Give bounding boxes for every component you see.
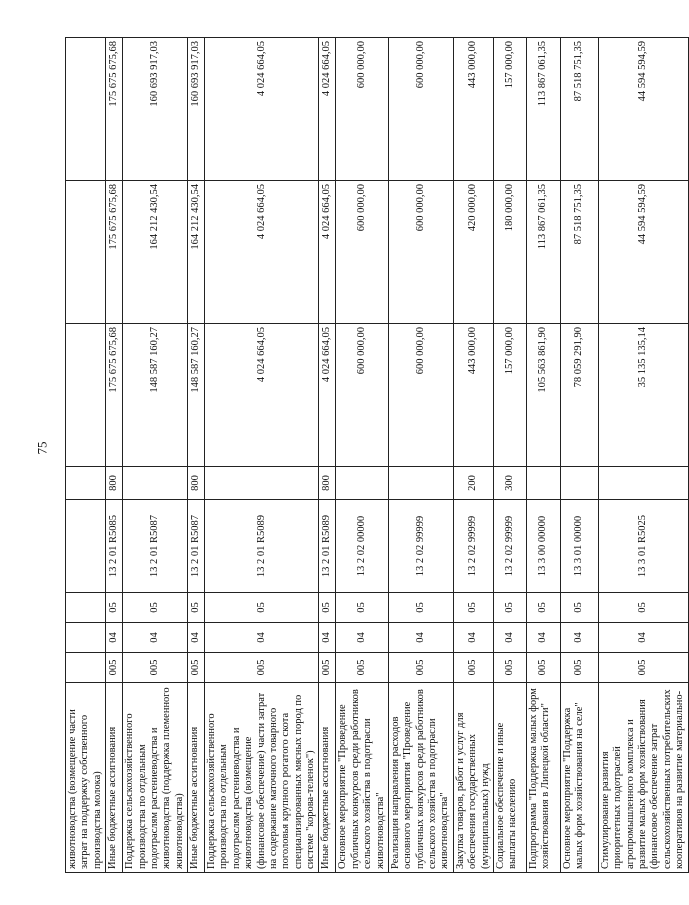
cell-rz: 04 (453, 623, 493, 653)
cell-v1: 175 675 675,68 (106, 324, 123, 467)
cell-rz: 04 (388, 623, 453, 653)
cell-v3 (66, 38, 106, 181)
cell-v2: 600 000,00 (336, 181, 389, 324)
table-row (106, 38, 123, 873)
cell-v1: 78 059 291,90 (560, 324, 598, 467)
table-row (493, 38, 526, 873)
cell-v3: 443 000,00 (453, 38, 493, 181)
cell-v2: 180 000,00 (493, 181, 526, 324)
budget-table-container (65, 38, 686, 873)
cell-name: Поддержка сельскохозяйственного производства по отдельным подотраслям растениеводства и животноводства (возмещение (финансовое обеспечение) части затрат на содержание маточного товарного поголовья крупного рогатого скота специализированных мясных пород по системе "корова-теленок") (205, 683, 319, 873)
cell-rz: 04 (526, 623, 560, 653)
cell-name: Основное мероприятие "Поддержка малых форм хозяйствования на селе" (560, 683, 598, 873)
cell-v2: 164 212 430,54 (123, 181, 188, 324)
table-row (66, 38, 106, 873)
cell-vr (205, 467, 319, 500)
cell-v1 (66, 324, 106, 467)
cell-rz: 04 (106, 623, 123, 653)
cell-pr: 05 (598, 593, 688, 623)
cell-v3: 600 000,00 (336, 38, 389, 181)
cell-csr: 13 2 02 00000 (336, 500, 389, 593)
cell-adm: 005 (560, 653, 598, 683)
cell-v2: 4 024 664,05 (205, 181, 319, 324)
cell-name: животноводства (возмещение части затрат на поддержку собственного производства молока) (66, 683, 106, 873)
cell-csr: 13 3 01 00000 (560, 500, 598, 593)
cell-v3: 113 867 061,35 (526, 38, 560, 181)
budget-table (65, 37, 689, 873)
cell-vr (388, 467, 453, 500)
cell-rz: 04 (319, 623, 336, 653)
cell-v1: 443 000,00 (453, 324, 493, 467)
cell-name: Иные бюджетные ассигнования (188, 683, 205, 873)
cell-v3: 175 675 675,68 (106, 38, 123, 181)
cell-adm: 005 (205, 653, 319, 683)
cell-vr (66, 467, 106, 500)
cell-pr: 05 (560, 593, 598, 623)
cell-pr: 05 (319, 593, 336, 623)
cell-adm: 005 (453, 653, 493, 683)
cell-v1: 148 587 160,27 (123, 324, 188, 467)
cell-v2: 44 594 594,59 (598, 181, 688, 324)
cell-csr: 13 2 02 99999 (493, 500, 526, 593)
cell-name: Иные бюджетные ассигнования (106, 683, 123, 873)
cell-v2: 175 675 675,68 (106, 181, 123, 324)
cell-vr: 300 (493, 467, 526, 500)
table-row (205, 38, 319, 873)
cell-vr: 800 (188, 467, 205, 500)
cell-csr: 13 2 01 R5087 (123, 500, 188, 593)
cell-pr (66, 593, 106, 623)
cell-v1: 4 024 664,05 (319, 324, 336, 467)
cell-adm: 005 (336, 653, 389, 683)
cell-v3: 160 693 917,03 (123, 38, 188, 181)
cell-pr: 05 (453, 593, 493, 623)
cell-csr (66, 500, 106, 593)
cell-v3: 157 000,00 (493, 38, 526, 181)
cell-v1: 4 024 664,05 (205, 324, 319, 467)
cell-v3: 600 000,00 (388, 38, 453, 181)
cell-adm: 005 (319, 653, 336, 683)
cell-vr (123, 467, 188, 500)
cell-rz: 04 (205, 623, 319, 653)
table-row (526, 38, 560, 873)
cell-name: Основное мероприятие "Проведение публичных конкурсов среди работников сельского хозяйства в подотрасли животноводства" (336, 683, 389, 873)
table-row (319, 38, 336, 873)
cell-rz: 04 (188, 623, 205, 653)
cell-csr: 13 2 02 99999 (453, 500, 493, 593)
cell-v3: 4 024 664,05 (205, 38, 319, 181)
cell-v2: 87 518 751,35 (560, 181, 598, 324)
cell-name: Социальное обеспечение и иные выплаты населению (493, 683, 526, 873)
cell-vr (336, 467, 389, 500)
cell-pr: 05 (336, 593, 389, 623)
cell-v1: 157 000,00 (493, 324, 526, 467)
cell-v3: 4 024 664,05 (319, 38, 336, 181)
cell-pr: 05 (493, 593, 526, 623)
cell-rz: 04 (560, 623, 598, 653)
cell-v1: 35 135 135,14 (598, 324, 688, 467)
cell-rz: 04 (336, 623, 389, 653)
cell-adm: 005 (598, 653, 688, 683)
cell-adm: 005 (106, 653, 123, 683)
cell-csr: 13 2 01 R5089 (319, 500, 336, 593)
cell-csr: 13 2 01 R5087 (188, 500, 205, 593)
cell-pr: 05 (123, 593, 188, 623)
cell-adm: 005 (526, 653, 560, 683)
table-row (388, 38, 453, 873)
cell-v2: 420 000,00 (453, 181, 493, 324)
cell-name: Закупка товаров, работ и услуг для обеспечения государственных (муниципальных) нужд (453, 683, 493, 873)
cell-v2: 600 000,00 (388, 181, 453, 324)
cell-rz: 04 (493, 623, 526, 653)
page-number: 75 (34, 441, 50, 455)
cell-name: Стимулирование развития приоритетных подотраслей агропромышленного комплекса и развитие малых форм хозяйствования (финансовое обеспечение затрат сельскохозяйственных потребительских кооперативов на развитие материально- (598, 683, 688, 873)
table-row (336, 38, 389, 873)
cell-adm: 005 (188, 653, 205, 683)
cell-csr: 13 2 01 R5085 (106, 500, 123, 593)
cell-vr (560, 467, 598, 500)
cell-rz: 04 (123, 623, 188, 653)
cell-csr: 13 2 01 R5089 (205, 500, 319, 593)
cell-pr: 05 (188, 593, 205, 623)
table-row (123, 38, 188, 873)
cell-pr: 05 (526, 593, 560, 623)
cell-vr: 800 (319, 467, 336, 500)
cell-vr: 800 (106, 467, 123, 500)
cell-v2: 164 212 430,54 (188, 181, 205, 324)
cell-pr: 05 (106, 593, 123, 623)
cell-name: Реализация направления расходов основного мероприятия "Проведение публичных конкурсов среди работников сельского хозяйства в подотрасли животноводства" (388, 683, 453, 873)
cell-pr: 05 (205, 593, 319, 623)
cell-v1: 600 000,00 (388, 324, 453, 467)
cell-adm: 005 (123, 653, 188, 683)
table-row (560, 38, 598, 873)
table-row (453, 38, 493, 873)
cell-name: Иные бюджетные ассигнования (319, 683, 336, 873)
table-row (188, 38, 205, 873)
cell-name: Поддержка сельскохозяйственного производства по отдельным подотраслям растениеводства и животноводства (поддержка племенного животноводства) (123, 683, 188, 873)
cell-vr (598, 467, 688, 500)
cell-rz (66, 623, 106, 653)
cell-v1: 148 587 160,27 (188, 324, 205, 467)
cell-vr: 200 (453, 467, 493, 500)
cell-adm: 005 (493, 653, 526, 683)
cell-v1: 600 000,00 (336, 324, 389, 467)
table-row (598, 38, 688, 873)
cell-v2 (66, 181, 106, 324)
cell-vr (526, 467, 560, 500)
cell-v2: 113 867 061,35 (526, 181, 560, 324)
cell-v2: 4 024 664,05 (319, 181, 336, 324)
cell-csr: 13 3 00 00000 (526, 500, 560, 593)
cell-name: Подпрограмма "Поддержка малых форм хозяйствования в Липецкой области" (526, 683, 560, 873)
cell-adm: 005 (388, 653, 453, 683)
cell-csr: 13 3 01 R5025 (598, 500, 688, 593)
cell-v3: 44 594 594,59 (598, 38, 688, 181)
cell-rz: 04 (598, 623, 688, 653)
cell-csr: 13 2 02 99999 (388, 500, 453, 593)
cell-v1: 105 563 861,90 (526, 324, 560, 467)
cell-v3: 87 518 751,35 (560, 38, 598, 181)
cell-pr: 05 (388, 593, 453, 623)
cell-v3: 160 693 917,03 (188, 38, 205, 181)
cell-adm (66, 653, 106, 683)
